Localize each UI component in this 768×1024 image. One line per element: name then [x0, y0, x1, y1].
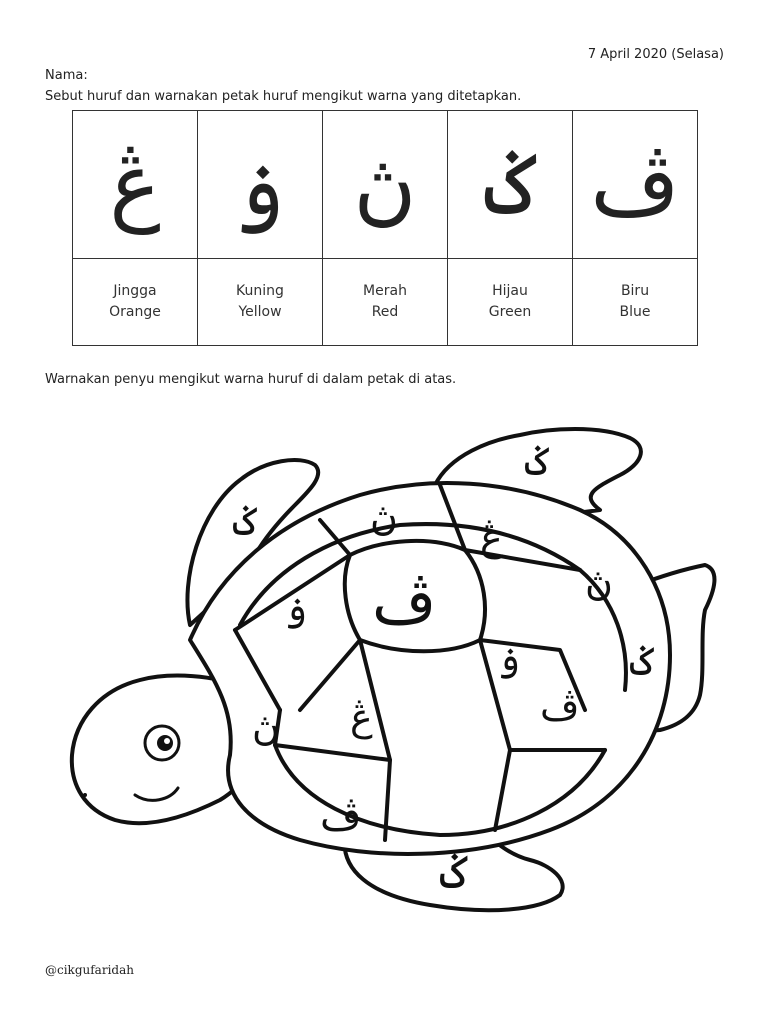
turtle-letter-top-flipper: ݢ	[525, 439, 549, 485]
name-label: Nama:	[45, 68, 88, 83]
turtle-letter-left-scute: ۏ	[285, 585, 308, 629]
turtle-letter-mid-right-scute: ۏ	[498, 635, 521, 679]
date-label: 7 April 2020 (Selasa)	[587, 47, 724, 62]
coloring-instruction: Warnakan penyu mengikut warna huruf di dalam petak di atas.	[45, 372, 457, 387]
color-malay: Hijau	[492, 283, 528, 299]
turtle-letter-right-flipper: ݢ	[630, 639, 654, 685]
color-english: Yellow	[238, 304, 282, 320]
turtle-letter-top-left-scute: ڽ	[370, 495, 398, 539]
turtle-letter-right-scute: ڽ	[585, 560, 613, 604]
instruction-text: Sebut huruf dan warnakan petak huruf mengikut warna yang ditetapkan.	[45, 89, 522, 104]
letter-cell-green[interactable]: ݢ	[448, 111, 573, 259]
color-row	[73, 259, 698, 346]
turtle-letter-lower-mid-scute: ڠ	[350, 695, 373, 739]
footer-credit: @cikgufaridah	[45, 963, 134, 977]
color-cell-yellow	[198, 259, 323, 346]
color-cell-orange	[73, 259, 198, 346]
turtle-letter-neck-scute: ڽ	[252, 705, 280, 749]
color-malay: Biru	[620, 283, 650, 299]
color-malay: Jingga	[113, 283, 157, 299]
letter-cell-red[interactable]: ڽ	[323, 111, 448, 259]
color-malay: Merah	[363, 283, 407, 299]
turtle-letter-bottom-scute: ڤ	[320, 794, 362, 840]
turtle-letter-top-right-scute: ڠ	[480, 515, 503, 559]
turtle-letter-center: ڤ	[372, 565, 437, 638]
letter-cell-blue[interactable]: ڤ	[573, 111, 698, 259]
letter-cell-orange[interactable]: ڠ	[73, 111, 198, 259]
color-english: Red	[371, 304, 399, 320]
color-english: Orange	[109, 304, 161, 320]
color-cell-red	[323, 259, 448, 346]
letter-color-table	[72, 110, 698, 346]
turtle-letter-lower-right-scute: ڤ	[540, 685, 580, 729]
color-cell-blue	[573, 259, 698, 346]
color-english: Green	[488, 304, 532, 320]
color-malay: Kuning	[236, 283, 284, 299]
turtle-letter-bottom-flipper: ݢ	[440, 845, 467, 899]
color-cell-green	[448, 259, 573, 346]
letter-row	[73, 111, 698, 259]
turtle-letter-front-flipper: ݢ	[233, 499, 257, 545]
letter-cell-yellow[interactable]: ۏ	[198, 111, 323, 259]
color-english: Blue	[619, 304, 651, 320]
turtle-illustration	[40, 410, 730, 920]
